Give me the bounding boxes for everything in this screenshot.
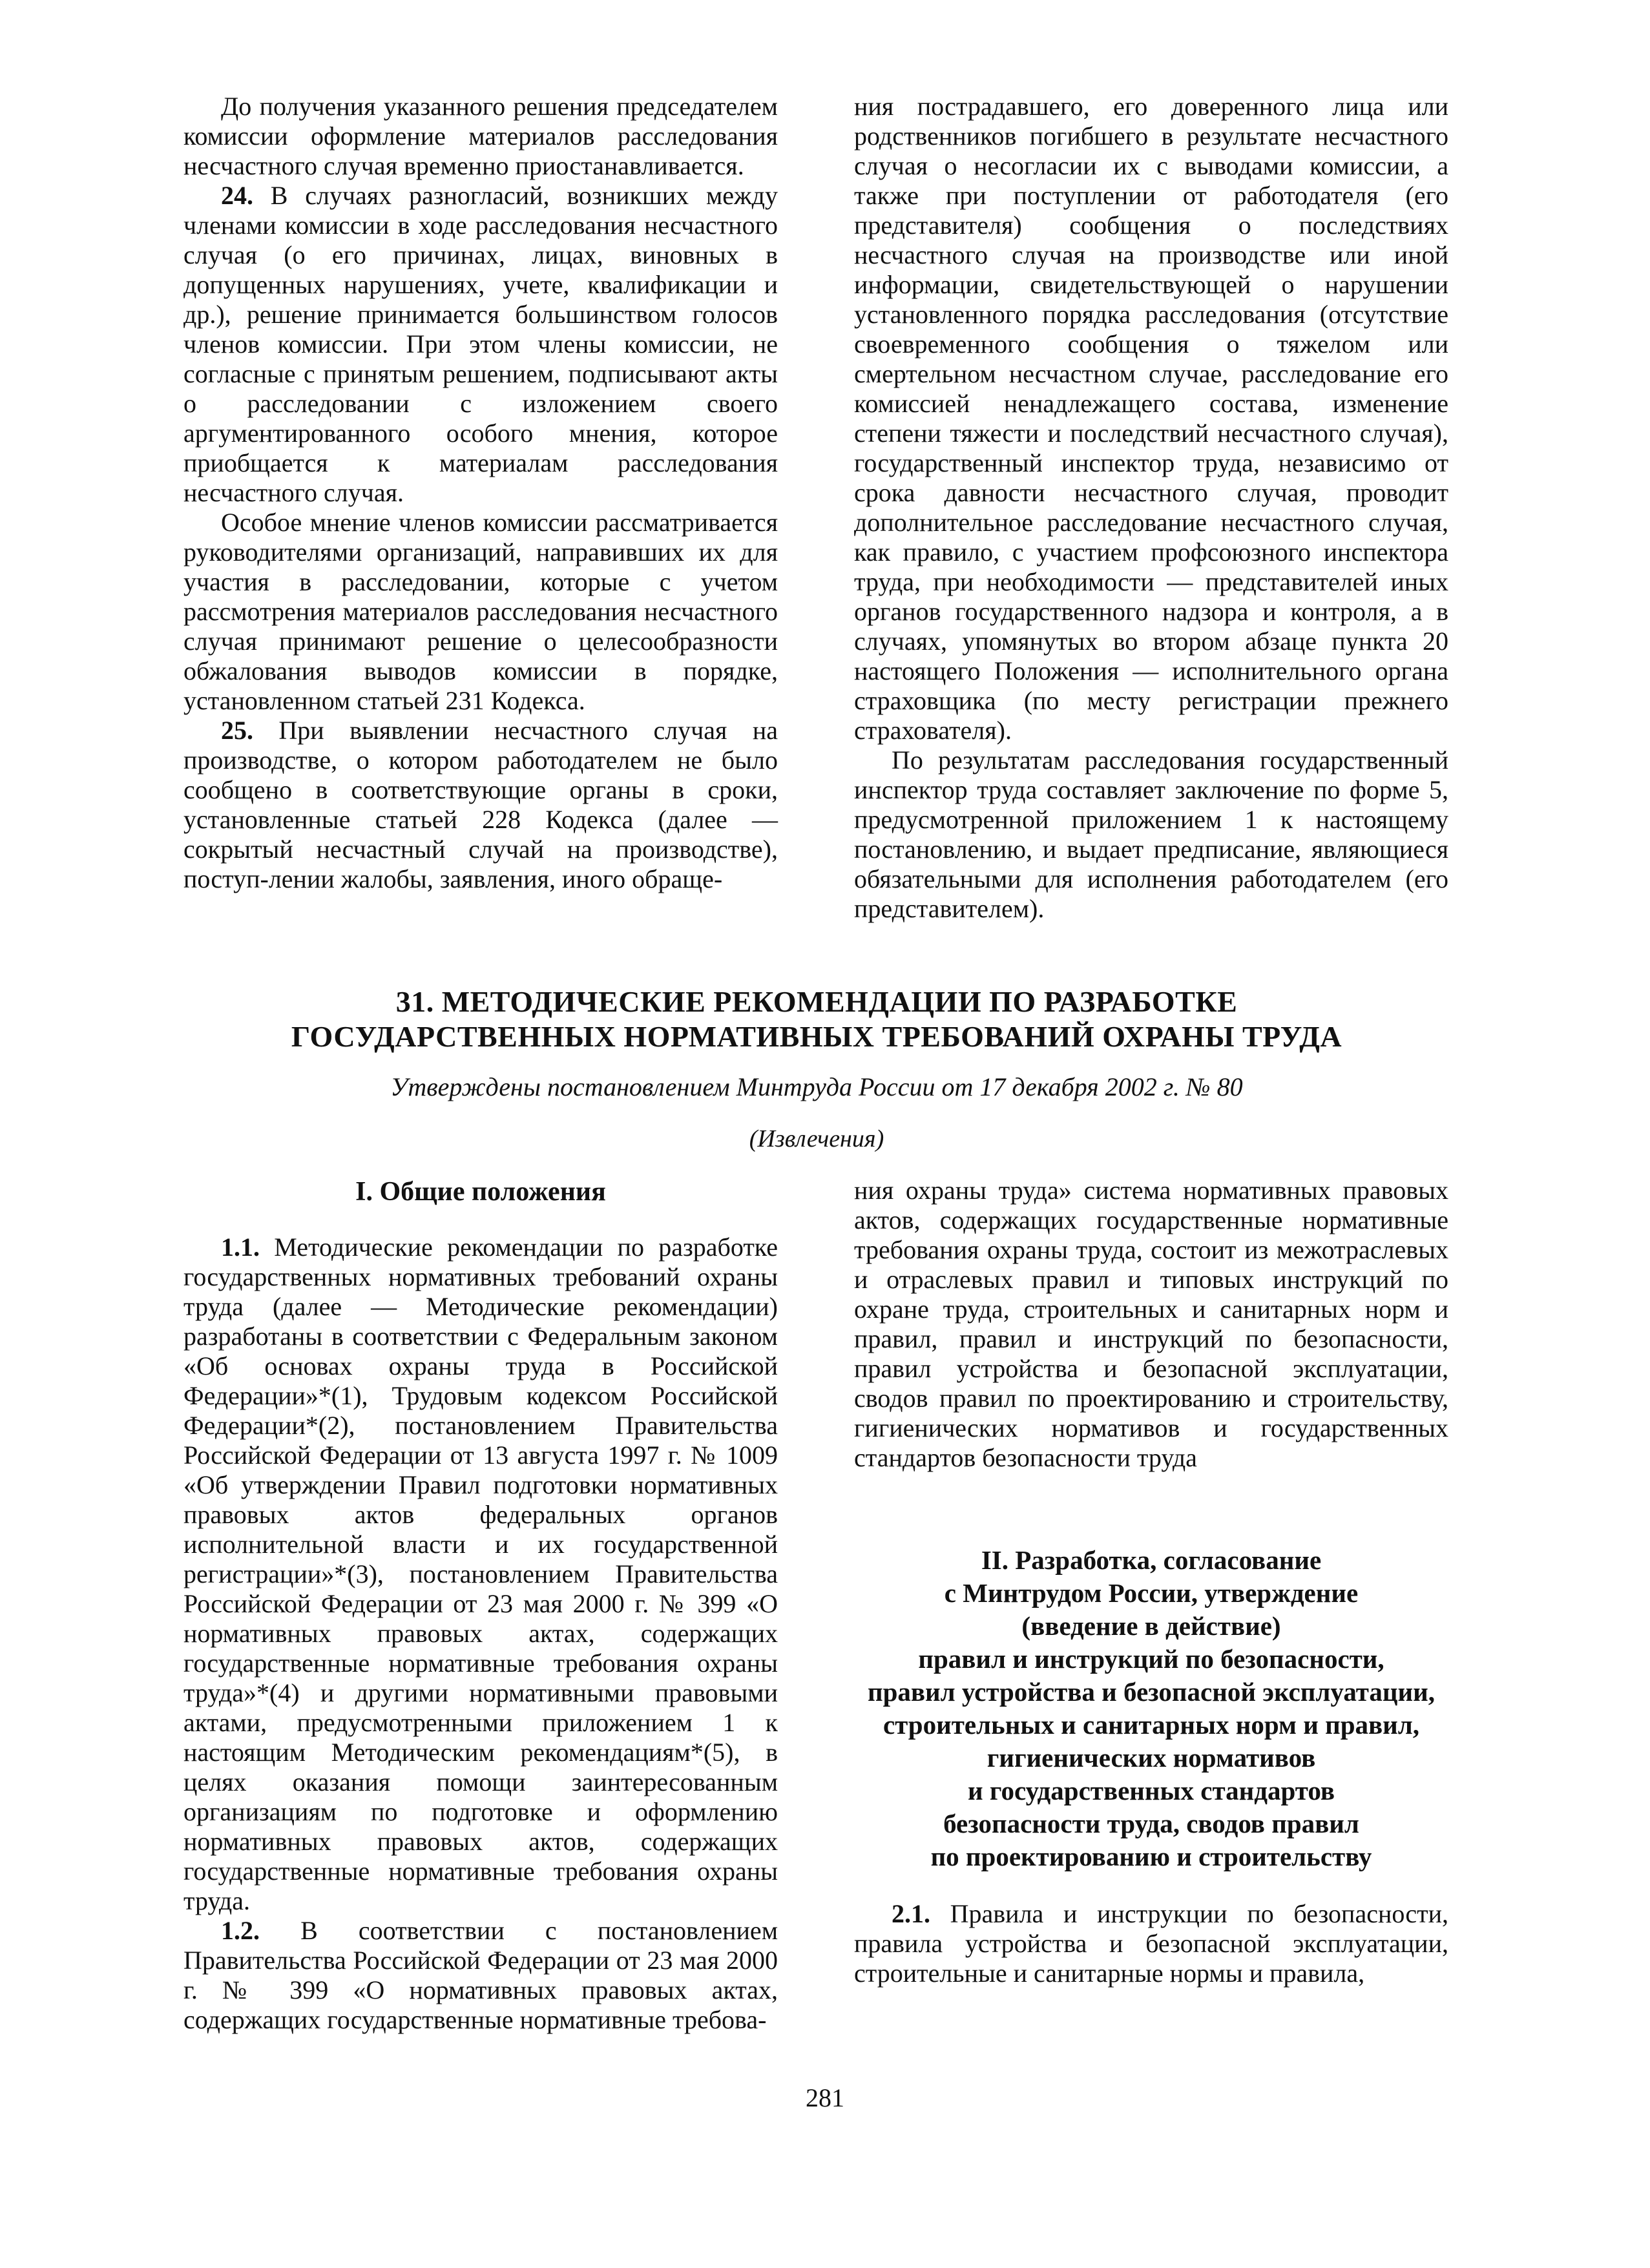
section-heading-line: гигиенических нормативов (987, 1743, 1316, 1773)
top-right-column (854, 92, 1448, 924)
section-heading (854, 1544, 1448, 1873)
section-heading-line: и государственных стандартов (968, 1776, 1335, 1805)
paragraph: По результатам расследования государственный инспектор труда составляет заключение по форме 5, предусмотренной приложением 1 к настоящему постановлению, и выдает предписание, являющиеся обязательными для исполнения работодателем (его представителем). (854, 745, 1448, 923)
paragraph-2-1: 2.1. Правила и инструкции по безопасности, правила устройства и безопасной эксплуатации, строительные и санитарные нормы и правила, (854, 1899, 1448, 1988)
section-heading: I. Общие положения (355, 1177, 606, 1207)
document-title-line: ГОСУДАРСТВЕННЫХ НОРМАТИВНЫХ ТРЕБОВАНИЙ ОХРАНЫ ТРУДА (291, 1020, 1342, 1053)
document-title (183, 984, 1450, 1054)
paragraph: До получения указанного решения председателем комиссии оформление материалов расследования несчастного случая временно приостанавливается. (183, 92, 778, 180)
page-number: 281 (806, 2083, 844, 2112)
section-heading-line: (введение в действие) (1021, 1611, 1281, 1641)
clause-number: 25. (221, 716, 253, 745)
section-heading-line: по проектированию и строительству (930, 1842, 1372, 1871)
paragraph-25: 25. При выявлении несчастного случая на производстве, о котором работодателем не было сообщено в соответствующие органы в сроки, установленные статьей 228 Кодекса (далее — сокрытый несчастный случай на производстве), поступ-лении жалобы, заявления, иного обраще- (183, 716, 778, 893)
paragraph: Особое мнение членов комиссии рассматривается руководителями организаций, направивших их для участия в расследовании, которые с учетом рассмотрения материалов расследования несчастного случая принимают решение о целесообразности обжалования выводов комиссии в порядке, установленном статьей 231 Кодекса. (183, 508, 778, 715)
clause-number: 2.1. (892, 1899, 930, 1928)
clause-number: 24. (221, 181, 253, 210)
clause-number: 1.1. (221, 1233, 260, 1262)
paragraph-continuation: ния охраны труда» система нормативных правовых актов, содержащих государственные нормативные требования охраны труда, состоит из межотраслевых и отраслевых правил и типовых инструкций по охране труда, строительных и санитарных норм и правил, правил и инструкций по безопасности, правил устройства и безопасной эксплуатации, сводов правил по проектированию и строительству, гигиенических нормативов и государственных стандартов безопасности труда (854, 1176, 1448, 1472)
top-left-column (183, 92, 778, 894)
section-heading-line: II. Разработка, согласование (981, 1545, 1322, 1575)
section-heading-line: с Минтрудом России, утверждение (944, 1578, 1359, 1608)
document-title-line: 31. МЕТОДИЧЕСКИЕ РЕКОМЕНДАЦИИ ПО РАЗРАБОТКЕ (395, 985, 1238, 1018)
paragraph-1-2: 1.2. В соответствии с постановлением Правительства Российской Федерации от 23 мая 2000 г. № 399 «О нормативных правовых актах, содержащих государственные нормативные требова- (183, 1916, 778, 2034)
section-heading-line: безопасности труда, сводов правил (943, 1809, 1359, 1838)
bottom-right-column (854, 1176, 1448, 1988)
paragraph-continuation: ния пострадавшего, его доверенного лица или родственников погибшего в результате несчастного случая о несогласии их с выводами комиссии, а также при поступлении от работодателя (его представителя) сообщения о последствиях несчастного случая на производстве или иной информации, свидетельствующей о нарушении установленного порядка расследования (отсутствие своевременного сообщения о тяжелом или смертельном несчастном случае, расследование его комиссией ненадлежащего состава, изменение степени тяжести и последствий несчастного случая), государственный инспектор труда, независимо от срока давности несчастного случая, проводит дополнительное расследование несчастного случая, как правило, с участием профсоюзного инспектора труда, при необходимости — представителей иных органов государственного надзора и контроля, а в случаях, упомянутых во втором абзаце пункта 20 настоящего Положения — исполнительного органа страховщика (по месту регистрации прежнего страхователя). (854, 92, 1448, 745)
section-heading-line: правил и инструкций по безопасности, (918, 1644, 1384, 1674)
extract-note: (Извлечения) (749, 1125, 884, 1152)
clause-number: 1.2. (221, 1916, 260, 1945)
paragraph-1-1: 1.1. Методические рекомендации по разработке государственных нормативных требований охраны труда (далее — Методические рекомендации) разработаны в соответствии с Федеральным законом «Об основах охраны труда в Российской Федерации»*(1), Трудовым кодексом Российской Федерации*(2), постановлением Правительства Российской Федерации от 13 августа 1997 г. № 1009 «Об утверждении Правил подготовки нормативных правовых актов федеральных органов исполнительной власти и их государственной регистрации»*(3), постановлением Правительства Российской Федерации от 23 мая 2000 г. № 399 «О нормативных правовых актах, содержащих государственные нормативные требования охраны труда»*(4) и другими нормативными правовыми актами, предусмотренными приложением 1 к настоящим Методическим рекомендациям*(5), в целях оказания помощи заинтересованным организациям по подготовке и оформлению нормативных правовых актов, содержащих государственные нормативные требования охраны труда. (183, 1233, 778, 1915)
approval-note: Утверждены постановлением Минтруда России от 17 декабря 2002 г. № 80 (390, 1072, 1243, 1101)
bottom-left-column (183, 1176, 778, 2035)
paragraph-24: 24. В случаях разногласий, возникших между членами комиссии в ходе расследования несчастного случая (о его причинах, лицах, виновных в допущенных нарушениях, учете, квалификации и др.), решение принимается большинством голосов членов комиссии. При этом члены комиссии, не согласные с принятым решением, подписывают акты о расследовании с изложением своего аргументированного особого мнения, которое приобщается к материалам расследования несчастного случая. (183, 181, 778, 507)
section-heading-line: правил устройства и безопасной эксплуатации, (867, 1677, 1436, 1707)
section-heading-line: строительных и санитарных норм и правил, (882, 1710, 1420, 1740)
